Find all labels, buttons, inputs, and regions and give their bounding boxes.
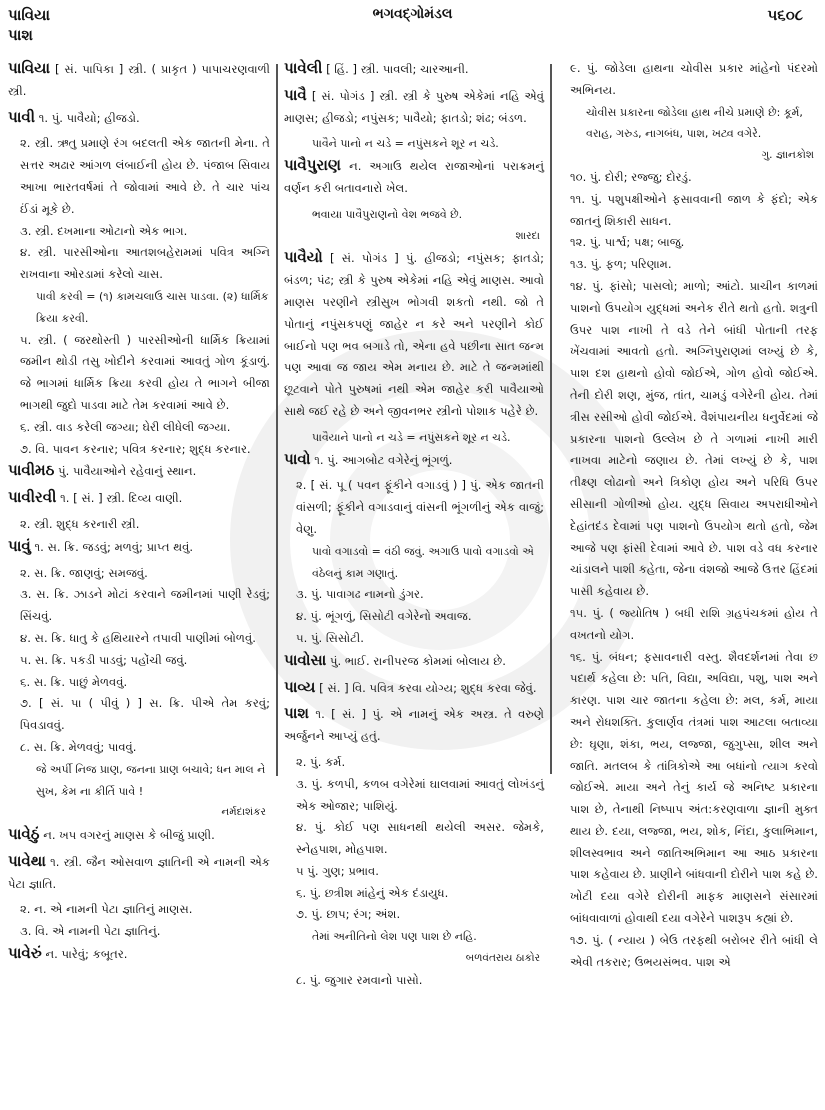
sense-definition: ૨. સ. ક્રિ. જાણવું; સમજવું. xyxy=(20,565,148,580)
sense-definition: ૩. પું. પાવાગઢ નામનો ડુંગર. xyxy=(296,587,424,602)
quote-attribution: શારદા xyxy=(515,229,540,242)
usage-quote: પાવો વગાડવો = વંઠી જવું. અગાઉ પાવો વગાડવો એ વંઠેલનું કામ ગણાતું. xyxy=(312,544,534,580)
headword: પાવૈ xyxy=(284,85,307,104)
sense-definition: ૧૬. પું. બંધન; ફસાવનારી વસ્તુ. શૈવદર્શનમાં તેવા છ પદાર્થ કહેલા છે: પતિ, વિદ્યા, અવિદ્યા, પશુ, પાશ અને કારણ. પાશ ચાર જાતના કહેલા છે: મલ, કર્મ, માયા અને રોધશક્તિ. કુલાર્ણવ તંત્રમાં પાશ આટલા બતાવ્યા છે: ઘૃણા, શંકા, ભય, લજ્જા, જુગુપ્સા, શીલ અને જાતિ. મતલબ કે તાંત્રિકોએ આ બધાંનો ત્યાગ કરવો જોઈએ. માયા અને તેનું કાર્ય જે અનિષ્ટ પ્રકારના પાશ છે, તેનાથી નિષ્પાપ અંત:કરણવાળા જ્ઞાની મુક્ત થાય છે. દયા, લજ્જા, ભય, શોક, નિંદા, કુલાભિમાન, શીલસ્વભાવ અને જાતિઅભિમાન આ આઠ પ્રકારના પાશ કહેવાય છે. પ્રાણીને બાંધવાની દોરીને પાશ કહે છે. ખોટી દયા વગેરે દોરીની માફક માણસને સંસારમાં બાંધવાવાળાં હોવાથી દયા વગેરેને પાશરૂપ કહ્યાં છે. xyxy=(570,649,818,926)
sense-definition: ૨. ન. એ નામની પેટા જ્ઞાતિનું માણસ. xyxy=(20,902,193,917)
headword: પાવેઠું xyxy=(8,825,40,844)
usage-quote: ચોવીસ પ્રકારના જોડેલા હાથ નીચે પ્રમાણે છે: કૂર્મ, વરાહ, ગરુડ, નાગબંધ, પાશ, ખટ્વ વગેરે. xyxy=(586,105,803,141)
sense-definition: ૬. પું. છત્રીશ માંહેનું એક દંડાયુધ. xyxy=(296,885,449,900)
sense-definition: ૮. પું. જુગાર રમવાનો પાસો. xyxy=(296,972,423,987)
dictionary-entry xyxy=(284,677,544,700)
usage-quote: તેમાં અનીતિનો લેશ પણ પાશ છે નહિ. xyxy=(312,930,477,944)
definition-text: પું. ભાઈ. રાનીપરજ કોમમાં બોલાય છે. xyxy=(330,653,506,668)
headword: પાવૈપુરાણ xyxy=(284,156,342,175)
headword: પાવું xyxy=(8,536,31,555)
sense-definition: ૨. સ્ત્રી. ઋતુ પ્રમાણે રંગ બદલતી એક જાતની મેના. તે સત્તર અઢાર આંગળ લંબાઈની હોય છે. પંજાબ સિવાય આખા ભારતવર્ષમાં તે જોવામાં આવે છે. તે ચાર પાંચ ઈંડાં મૂકે છે. xyxy=(20,136,270,216)
definition-text: ૧. સ. ક્રિ. જડવું; મળવું; પ્રાપ્ત થવું. xyxy=(34,539,194,554)
sense-definition: ૭. પું. છાપ; રંગ; અંશ. xyxy=(296,907,401,922)
dictionary-entry xyxy=(8,851,270,896)
dictionary-entry xyxy=(8,460,270,483)
sense-definition: ૩. પું. કળપી, કળબ વગેરેમાં ઘાલવામાં આવતું લોખંડનું એક ઓજાર; પાશિયું. xyxy=(296,776,544,813)
sense-definition: ૪. પું. ભૂંગળું, સિસોટી વગેરેનો અવાજ. xyxy=(296,609,472,624)
sense-definition: ૯. પું. જોડેલા હાથના ચોવીસ પ્રકાર માંહેનો પંદરમો અભિનય. xyxy=(570,61,818,97)
usage-quote: પાવૈને પાનો ન ચડે = નપુંસકને શૂર ન ચડે. xyxy=(312,137,499,151)
dictionary-entry xyxy=(284,703,544,748)
guide-word-last: પાશ xyxy=(8,26,33,44)
dictionary-entry xyxy=(8,107,270,130)
usage-quote: ભવાયા પાવૈપુરાણનો વેશ ભજવે છે. xyxy=(312,207,463,221)
sense-definition: ૪. સ્ત્રી. પારસીઓના આતશબહેરામમાં પવિત્ર અગ્નિ રાખવાના ઓરડામાં કરેલો ચાસ. xyxy=(20,245,270,282)
guide-word-first: પાવિયા xyxy=(8,6,51,24)
column-3 xyxy=(552,58,824,1088)
sense-definition: ૧૭. પું. ( ન્યાય ) બેઉ તરફથી બરોબર રીતે બાંધી લે એવી તકરાર; ઉભયસંભવ. પાશ એ xyxy=(570,932,818,969)
definition-text: ન. પારેવું; કબૂતર. xyxy=(45,947,128,962)
sense-definition: ૧૩. પું. ફળ; પરિણામ. xyxy=(570,257,672,272)
sense-definition: ૪. સ. ક્રિ. ધાતુ કે હથિયારને તપાવી પાણીમાં બોળવું. xyxy=(20,630,256,645)
headword: પાવેરું xyxy=(8,944,42,963)
sense-definition: ૩. સ. ક્રિ. ઝાડને મોટાં કરવાને જમીનમાં પાણી રેડવું; સિંચવું. xyxy=(20,587,270,624)
definition-text: [ સં. પોગંડ ] સ્ત્રી. સ્ત્રી કે પુરુષ એકેમાં નહિ એવું માણસ; હીજડો; નપુંસક; પાવૈયો; ફાતડો; શંઢ; બંડળ. xyxy=(284,88,544,125)
headword: પાવેથા xyxy=(8,851,46,870)
definition-text: ૧. [ સં. ] સ્ત્રી. દિવ્ય વાણી. xyxy=(60,491,183,506)
column-2 xyxy=(278,58,550,1088)
sense-definition: ૨. પું. કર્મ. xyxy=(296,754,346,769)
definition-text: પું. પાવૈયાઓને રહેવાનું સ્થાન. xyxy=(58,464,197,479)
definition-text: [ સં. ] વિ. પવિત્ર કરવા યોગ્ય; શુદ્ધ કરવા જેવું. xyxy=(319,680,537,695)
usage-quote: જે અર્પી નિજ પ્રાણ, જનના પ્રાણ બચાવે; ધન માલ ને સુખ, કેમ ના કીર્તિ પાવે ! xyxy=(36,762,266,798)
definition-text: [ સં. પાપિકા ] સ્ત્રી. ( પ્રાકૃત ) પાપાચરણવાળી સ્ત્રી. xyxy=(8,62,270,98)
headword: પાવીરવી xyxy=(8,488,57,507)
definition-text: ન. ખપ વગરનું માણસ કે બીજું પ્રાણી. xyxy=(43,828,215,843)
sense-definition: ૩. વિ. એ નામની પેટા જ્ઞાતિનું. xyxy=(20,924,161,939)
headword: પાવૈયો xyxy=(284,248,323,267)
dictionary-entry xyxy=(8,824,270,847)
headword: પાશ xyxy=(284,704,309,723)
headword: પાવ્ય xyxy=(284,677,316,696)
headword: પાવેલી xyxy=(284,59,323,77)
sense-definition: ૧૪. પું. ફાંસો; પાસલો; માળો; આંટો. પ્રાચીન કાળમાં પાશનો ઉપયોગ યુદ્ધમાં અનેક રીતે થતો હતો. શત્રુની ઉપર પાશ નાખી તે વડે તેને બાંધી પોતાની તરફ ખેંચવામાં આવતો હતો. અગ્નિપુરાણમાં લખ્યું છે કે, પાશ દશ હાથનો હોવો જોઈએ, ગોળ હોવો જોઈએ. તેની દોરી શણ, મુંજ, તાંત, ચામડું વગેરેની હોય. તેમાં ત્રીસ રસીઓ હોવી જોઈએ. વૈશંપાયનીય ધનુર્વેદમાં જે પ્રકારના પાશનો ઉલ્લેખ છે તે ગળામાં નાખી મારી નાખવા માટેનો જણાય છે. તેમાં લખ્યું છે કે, પાશ તીક્ષ્ણ લોઢાનો અને ત્રિકોણ હોય અને પરિધિ ઉપર સીસાની ગોળીઓ હોય. યુદ્ધ સિવાય અપરાધીઓને દેહાંતદંડ દેવામાં પણ પાશનો ઉપયોગ થતો હતો, જેમ આજે પણ ફાંસી દેવામાં આવે છે. પાશ વડે વધ કરનાર ચાંડાલને પાશી કહેતા, જેના વંશજો આજે ઉત્તર હિંદમાં પાસી કહેવાય છે. xyxy=(570,278,818,599)
definition-text: ૧. પું. પાવૈયો; હીજડો. xyxy=(38,110,140,125)
sense-definition: ૧૧. પું. પશુપક્ષીઓને ફસાવવાની જાળ કે ફંદો; એક જાતનું શિકારી સાધન. xyxy=(570,191,818,228)
headword: પાવિયા xyxy=(8,59,51,77)
column-1 xyxy=(2,58,276,1088)
quote-attribution: નર્મદાશંકર xyxy=(221,806,266,819)
dictionary-entry xyxy=(8,487,270,510)
sense-definition: ૫. સ. ક્રિ. પકડી પાડવું; પહોંચી જવું. xyxy=(20,652,188,667)
sense-definition: ૬. સ. ક્રિ. પાછું મેળવવું. xyxy=(20,674,128,689)
dictionary-entry xyxy=(284,85,544,130)
dictionary-entry xyxy=(284,155,544,200)
definition-text: ૧. સ્ત્રી. જૈન ઓસવાળ જ્ઞાતિની એ નામની એક પેટા જ્ઞાતિ. xyxy=(8,854,270,891)
dictionary-entry xyxy=(284,650,544,673)
quote-attribution: બળવંતરાય ઠાકોર xyxy=(465,952,540,965)
sense-definition: ૫ પું. ગુણ; પ્રભાવ. xyxy=(296,863,379,878)
dictionary-entry xyxy=(284,449,544,472)
sense-definition: ૧૫. પું. ( જ્યોતિષ ) બધી રાશિ ગ્રહપંચકમાં હોય તે વખતનો યોગ. xyxy=(570,605,818,642)
definition-text: [ હિં. ] સ્ત્રી. પાવલી; ચારઆની. xyxy=(326,62,469,76)
sense-definition: ૭. વિ. પાવન કરનાર; પવિત્ર કરનાર; શુદ્ધ કરનાર. xyxy=(20,441,251,456)
sense-definition: ૩. સ્ત્રી. દખમાના ઓટાનો એક ભાગ. xyxy=(20,223,188,238)
dictionary-entry xyxy=(8,536,270,559)
sense-definition: ૨. [ સં. પૂ ( પવન ફૂંકીને વગાડવું ) ] પું. એક જાતની વાંસળી; ફૂંકીને વગાડવાનું વાંસની ભૂંગળીનું એક વાજું; વેણુ. xyxy=(296,478,544,536)
headword: પાવોસા xyxy=(284,650,327,669)
headword: પાવીમઠ xyxy=(8,461,55,480)
sense-definition: ૮. સ. ક્રિ. મેળવવું; પાવવું. xyxy=(20,739,137,754)
dictionary-columns xyxy=(0,58,825,1098)
definition-text: ન. અગાઉ થયેલ રાજાઓનાં પરાક્રમનું વર્ણન કરી બતાવનારો ખેલ. xyxy=(284,159,544,195)
sense-definition: ૭. [ સં. પા ( પીવું ) ] સ. ક્રિ. પીએ તેમ કરવું; પિવડાવવું. xyxy=(20,696,270,733)
page-number: ૫૬૦૮ xyxy=(767,6,803,24)
sense-definition: ૫. સ્ત્રી. ( જરથોસ્તી ) પારસીઓની ધાર્મિક ક્રિયામાં જમીન થોડી તસુ ખોદીને કરવામાં આવતું ગોળ કૂંડાળું. જે ભાગમાં ધાર્મિક ક્રિયા કરવી હોય તે ભાગને બીજા ભાગથી જુદો પાડવા માટે તેમ કરવામાં આવે છે. xyxy=(20,332,270,412)
dictionary-entry xyxy=(284,58,544,81)
definition-text: ૧. પું. આગબોટ વગેરેનું ભૂંગળું. xyxy=(314,452,453,467)
dictionary-entry xyxy=(8,943,270,966)
dictionary-entry xyxy=(284,247,544,422)
sense-definition: ૧૦. પું. દોરી; રજ્જુ; દોરડું. xyxy=(570,169,692,184)
quote-attribution: ગુ. જ્ઞાનકોશ xyxy=(761,149,814,162)
sense-definition: ૧૨. પું. પાર્શ્વ; પક્ષ; બાજુ. xyxy=(570,235,685,250)
sense-definition: ૬. સ્ત્રી. વાડ કરેલી જગ્યા; ઘેરી લીધેલી જગ્યા. xyxy=(20,419,231,434)
dictionary-entry xyxy=(8,58,270,103)
sense-definition: ૫. પું. સિસોટી. xyxy=(296,630,364,645)
definition-text: [ સં. પોગંડ ] પું. હીજડો; નપુંસક; ફાતડો; બંડળ; પંઢ; સ્ત્રી કે પુરુષ એકેમાં નહિ એવું માણસ. આવો માણસ પરણીને સ્ત્રીસુખ ભોગવી શકતો નથી. જો તે પોતાનું નપુંસકપણું જાહેર ન કરે અને પરણીને કોઈ બાઈનો પણ ભવ બગાડે તો, એના હવે પછીના સાત જન્મ પણ આવા જ જાય એમ મનાય છે. માટે તે જન્મમાંથી છૂટવાને પોતે પુરુષમાં નથી એમ જાહેર કરી પાવૈયાઓ સાથે જઈ રહે છે અને જીવનભર સ્ત્રીનો પોશાક પહેરે છે. xyxy=(284,251,545,418)
headword: પાવો xyxy=(284,449,311,468)
sense-definition: ૨. સ્ત્રી. શુદ્ધ કરનારી સ્ત્રી. xyxy=(20,516,140,531)
page-header xyxy=(0,0,825,58)
book-title: ભગવદ્ગોમંડલ xyxy=(372,6,453,22)
sense-definition: ૪. પું. કોઈ પણ સાધનથી થયેલી અસર. જેમકે, સ્નેહપાશ, મોહપાશ. xyxy=(296,820,544,857)
definition-text: ૧. [ સં. ] પું. એ નામનું એક અસ્ત્ર. તે વરુણે અર્જુનને આપ્યું હતું. xyxy=(284,707,545,744)
usage-quote: પાવૈયાને પાનો ન ચડે = નપુંસકને શૂર ન ચડે. xyxy=(312,430,511,444)
usage-quote: પાવી કરવી = (૧) કામચલાઉ ચાસ પાડવા. (૨) ધાર્મિક ક્રિયા કરવી. xyxy=(36,289,269,325)
headword: પાવી xyxy=(8,107,36,126)
